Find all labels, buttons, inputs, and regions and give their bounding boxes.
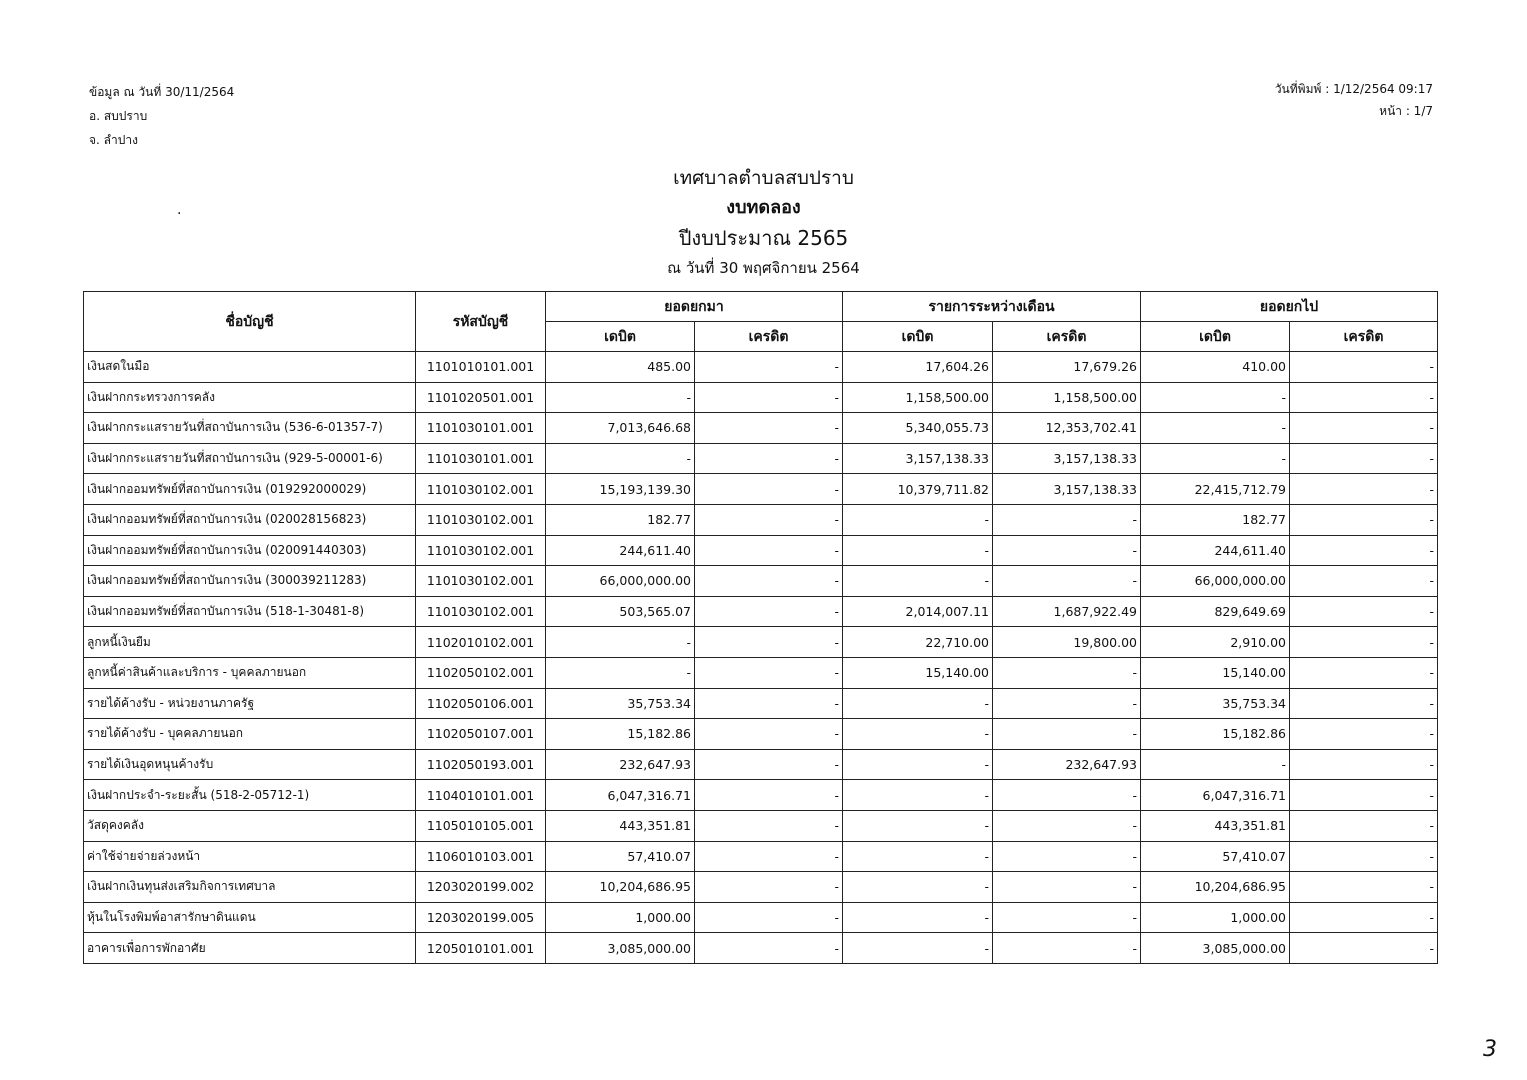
account-name-cell: ค่าใช้จ่ายจ่ายล่วงหน้า bbox=[84, 841, 416, 872]
table-row bbox=[84, 413, 1438, 444]
table-row bbox=[84, 780, 1438, 811]
table-row bbox=[84, 841, 1438, 872]
month-debit-cell: - bbox=[843, 933, 993, 964]
month-debit-cell: - bbox=[843, 688, 993, 719]
carried-forward-credit-cell: - bbox=[1290, 688, 1438, 719]
brought-forward-credit-cell: - bbox=[695, 443, 843, 474]
brought-forward-credit-cell: - bbox=[695, 719, 843, 750]
header-carried-forward: ยอดยกไป bbox=[1141, 292, 1438, 322]
carried-forward-debit-cell: 829,649.69 bbox=[1141, 596, 1290, 627]
month-credit-cell: - bbox=[993, 902, 1141, 933]
brought-forward-credit-cell: - bbox=[695, 902, 843, 933]
carried-forward-credit-cell: - bbox=[1290, 810, 1438, 841]
account-code-cell: 1203020199.002 bbox=[416, 872, 546, 903]
carried-forward-debit-cell: 443,351.81 bbox=[1141, 810, 1290, 841]
brought-forward-debit-cell: 232,647.93 bbox=[546, 749, 695, 780]
month-credit-cell: - bbox=[993, 841, 1141, 872]
month-debit-cell: 17,604.26 bbox=[843, 352, 993, 383]
handwritten-page-mark: 3 bbox=[1483, 1037, 1497, 1062]
account-name-cell: เงินฝากออมทรัพย์ที่สถาบันการเงิน (019292000029) bbox=[84, 474, 416, 505]
fiscal-year: ปีงบประมาณ 2565 bbox=[678, 226, 849, 250]
brought-forward-credit-cell: - bbox=[695, 413, 843, 444]
table-row bbox=[84, 933, 1438, 964]
account-name-cell: เงินฝากออมทรัพย์ที่สถาบันการเงิน (518-1-30481-8) bbox=[84, 596, 416, 627]
table-row bbox=[84, 657, 1438, 688]
month-debit-cell: - bbox=[843, 749, 993, 780]
carried-forward-debit-cell: 182.77 bbox=[1141, 504, 1290, 535]
account-code-cell: 1104010101.001 bbox=[416, 780, 546, 811]
table-row bbox=[84, 443, 1438, 474]
brought-forward-credit-cell: - bbox=[695, 352, 843, 383]
brought-forward-debit-cell: 6,047,316.71 bbox=[546, 780, 695, 811]
brought-forward-debit-cell: 3,085,000.00 bbox=[546, 933, 695, 964]
month-credit-cell: 3,157,138.33 bbox=[993, 443, 1141, 474]
month-debit-cell: 5,340,055.73 bbox=[843, 413, 993, 444]
account-code-cell: 1101030102.001 bbox=[416, 596, 546, 627]
account-name-cell: เงินฝากออมทรัพย์ที่สถาบันการเงิน (020028156823) bbox=[84, 504, 416, 535]
header-account-name: ชื่อบัญชี bbox=[84, 292, 416, 352]
table-row bbox=[84, 382, 1438, 413]
header-brought-forward: ยอดยกมา bbox=[546, 292, 843, 322]
page-number: หน้า : 1/7 bbox=[1379, 104, 1433, 118]
brought-forward-credit-cell: - bbox=[695, 382, 843, 413]
brought-forward-debit-cell: 244,611.40 bbox=[546, 535, 695, 566]
brought-forward-debit-cell: 57,410.07 bbox=[546, 841, 695, 872]
month-debit-cell: 3,157,138.33 bbox=[843, 443, 993, 474]
month-credit-cell: - bbox=[993, 872, 1141, 903]
brought-forward-credit-cell: - bbox=[695, 810, 843, 841]
month-debit-cell: 15,140.00 bbox=[843, 657, 993, 688]
account-code-cell: 1101030102.001 bbox=[416, 535, 546, 566]
account-name-cell: รายได้ค้างรับ - บุคคลภายนอก bbox=[84, 719, 416, 750]
account-code-cell: 1102050106.001 bbox=[416, 688, 546, 719]
month-debit-cell: - bbox=[843, 566, 993, 597]
carried-forward-credit-cell: - bbox=[1290, 841, 1438, 872]
brought-forward-credit-cell: - bbox=[695, 535, 843, 566]
carried-forward-debit-cell: 244,611.40 bbox=[1141, 535, 1290, 566]
table-row bbox=[84, 810, 1438, 841]
account-code-cell: 1101010101.001 bbox=[416, 352, 546, 383]
table-row bbox=[84, 504, 1438, 535]
carried-forward-debit-cell: - bbox=[1141, 749, 1290, 780]
carried-forward-credit-cell: - bbox=[1290, 413, 1438, 444]
account-code-cell: 1102050193.001 bbox=[416, 749, 546, 780]
account-code-cell: 1101030102.001 bbox=[416, 566, 546, 597]
brought-forward-credit-cell: - bbox=[695, 933, 843, 964]
account-name-cell: รายได้ค้างรับ - หน่วยงานภาครัฐ bbox=[84, 688, 416, 719]
account-code-cell: 1101030101.001 bbox=[416, 413, 546, 444]
month-credit-cell: 1,158,500.00 bbox=[993, 382, 1141, 413]
account-name-cell: เงินสดในมือ bbox=[84, 352, 416, 383]
carried-forward-credit-cell: - bbox=[1290, 627, 1438, 658]
month-debit-cell: - bbox=[843, 902, 993, 933]
brought-forward-credit-cell: - bbox=[695, 657, 843, 688]
month-debit-cell: 22,710.00 bbox=[843, 627, 993, 658]
brought-forward-debit-cell: 1,000.00 bbox=[546, 902, 695, 933]
month-credit-cell: - bbox=[993, 535, 1141, 566]
month-credit-cell: - bbox=[993, 933, 1141, 964]
carried-forward-credit-cell: - bbox=[1290, 719, 1438, 750]
month-credit-cell: 232,647.93 bbox=[993, 749, 1141, 780]
account-code-cell: 1102050102.001 bbox=[416, 657, 546, 688]
carried-forward-debit-cell: - bbox=[1141, 443, 1290, 474]
account-code-cell: 1205010101.001 bbox=[416, 933, 546, 964]
trial-balance-table bbox=[83, 291, 1438, 964]
account-name-cell: ลูกหนี้ค่าสินค้าและบริการ - บุคคลภายนอก bbox=[84, 657, 416, 688]
header-credit: เครดิต bbox=[695, 322, 843, 352]
brought-forward-credit-cell: - bbox=[695, 474, 843, 505]
table-row bbox=[84, 352, 1438, 383]
account-name-cell: ลูกหนี้เงินยืม bbox=[84, 627, 416, 658]
carried-forward-debit-cell: 35,753.34 bbox=[1141, 688, 1290, 719]
account-name-cell: อาคารเพื่อการพักอาศัย bbox=[84, 933, 416, 964]
header-credit: เครดิต bbox=[1290, 322, 1438, 352]
month-credit-cell: - bbox=[993, 810, 1141, 841]
table-row bbox=[84, 749, 1438, 780]
data-date: ข้อมูล ณ วันที่ 30/11/2564 bbox=[89, 85, 235, 99]
table-row bbox=[84, 535, 1438, 566]
brought-forward-debit-cell: - bbox=[546, 443, 695, 474]
carried-forward-credit-cell: - bbox=[1290, 443, 1438, 474]
brought-forward-credit-cell: - bbox=[695, 627, 843, 658]
carried-forward-credit-cell: - bbox=[1290, 933, 1438, 964]
report-titles bbox=[0, 163, 1527, 283]
month-credit-cell: 12,353,702.41 bbox=[993, 413, 1141, 444]
as-of-date: ณ วันที่ 30 พฤศจิกายน 2564 bbox=[667, 259, 860, 277]
brought-forward-credit-cell: - bbox=[695, 566, 843, 597]
month-credit-cell: - bbox=[993, 688, 1141, 719]
brought-forward-debit-cell: 485.00 bbox=[546, 352, 695, 383]
month-debit-cell: - bbox=[843, 504, 993, 535]
report-title: งบทดลอง bbox=[726, 197, 801, 218]
carried-forward-debit-cell: - bbox=[1141, 413, 1290, 444]
account-name-cell: วัสดุคงคลัง bbox=[84, 810, 416, 841]
carried-forward-credit-cell: - bbox=[1290, 352, 1438, 383]
brought-forward-credit-cell: - bbox=[695, 780, 843, 811]
brought-forward-credit-cell: - bbox=[695, 504, 843, 535]
account-name-cell: เงินฝากกระแสรายวันที่สถาบันการเงิน (536-6-01357-7) bbox=[84, 413, 416, 444]
carried-forward-debit-cell: 1,000.00 bbox=[1141, 902, 1290, 933]
account-name-cell: เงินฝากประจำ-ระยะสั้น (518-2-05712-1) bbox=[84, 780, 416, 811]
brought-forward-debit-cell: 15,182.86 bbox=[546, 719, 695, 750]
account-code-cell: 1101030102.001 bbox=[416, 474, 546, 505]
carried-forward-debit-cell: 6,047,316.71 bbox=[1141, 780, 1290, 811]
brought-forward-debit-cell: 35,753.34 bbox=[546, 688, 695, 719]
header-account-code: รหัสบัญชี bbox=[416, 292, 546, 352]
brought-forward-credit-cell: - bbox=[695, 872, 843, 903]
table-row bbox=[84, 474, 1438, 505]
table-row bbox=[84, 627, 1438, 658]
table-row bbox=[84, 566, 1438, 597]
table-row bbox=[84, 902, 1438, 933]
header-credit: เครดิต bbox=[993, 322, 1141, 352]
month-credit-cell: 3,157,138.33 bbox=[993, 474, 1141, 505]
carried-forward-debit-cell: 410.00 bbox=[1141, 352, 1290, 383]
account-code-cell: 1102050107.001 bbox=[416, 719, 546, 750]
account-code-cell: 1203020199.005 bbox=[416, 902, 546, 933]
carried-forward-credit-cell: - bbox=[1290, 902, 1438, 933]
carried-forward-credit-cell: - bbox=[1290, 780, 1438, 811]
account-name-cell: รายได้เงินอุดหนุนค้างรับ bbox=[84, 749, 416, 780]
brought-forward-credit-cell: - bbox=[695, 841, 843, 872]
brought-forward-debit-cell: 182.77 bbox=[546, 504, 695, 535]
brought-forward-debit-cell: 66,000,000.00 bbox=[546, 566, 695, 597]
month-credit-cell: - bbox=[993, 566, 1141, 597]
carried-forward-credit-cell: - bbox=[1290, 566, 1438, 597]
carried-forward-debit-cell: 2,910.00 bbox=[1141, 627, 1290, 658]
month-debit-cell: - bbox=[843, 535, 993, 566]
account-code-cell: 1102010102.001 bbox=[416, 627, 546, 658]
month-debit-cell: 1,158,500.00 bbox=[843, 382, 993, 413]
account-code-cell: 1101030101.001 bbox=[416, 443, 546, 474]
brought-forward-debit-cell: 7,013,646.68 bbox=[546, 413, 695, 444]
table-row bbox=[84, 872, 1438, 903]
month-debit-cell: 2,014,007.11 bbox=[843, 596, 993, 627]
account-name-cell: เงินฝากออมทรัพย์ที่สถาบันการเงิน (020091440303) bbox=[84, 535, 416, 566]
month-debit-cell: - bbox=[843, 841, 993, 872]
carried-forward-credit-cell: - bbox=[1290, 474, 1438, 505]
month-debit-cell: - bbox=[843, 780, 993, 811]
month-debit-cell: - bbox=[843, 872, 993, 903]
month-credit-cell: 19,800.00 bbox=[993, 627, 1141, 658]
brought-forward-debit-cell: - bbox=[546, 627, 695, 658]
month-credit-cell: - bbox=[993, 719, 1141, 750]
carried-forward-credit-cell: - bbox=[1290, 382, 1438, 413]
carried-forward-credit-cell: - bbox=[1290, 657, 1438, 688]
table-row bbox=[84, 596, 1438, 627]
carried-forward-credit-cell: - bbox=[1290, 535, 1438, 566]
header-debit: เดบิต bbox=[1141, 322, 1290, 352]
carried-forward-debit-cell: 57,410.07 bbox=[1141, 841, 1290, 872]
carried-forward-credit-cell: - bbox=[1290, 504, 1438, 535]
brought-forward-credit-cell: - bbox=[695, 688, 843, 719]
month-debit-cell: 10,379,711.82 bbox=[843, 474, 993, 505]
month-credit-cell: 17,679.26 bbox=[993, 352, 1141, 383]
header-debit: เดบิต bbox=[843, 322, 993, 352]
month-credit-cell: - bbox=[993, 780, 1141, 811]
organization-title: เทศบาลตำบลสบปราบ bbox=[673, 167, 854, 189]
account-code-cell: 1106010103.001 bbox=[416, 841, 546, 872]
header-during-month: รายการระหว่างเดือน bbox=[843, 292, 1141, 322]
province: จ. ลำปาง bbox=[89, 133, 138, 147]
account-code-cell: 1101030102.001 bbox=[416, 504, 546, 535]
table-body bbox=[84, 352, 1438, 964]
month-debit-cell: - bbox=[843, 719, 993, 750]
carried-forward-debit-cell: 15,182.86 bbox=[1141, 719, 1290, 750]
carried-forward-debit-cell: 22,415,712.79 bbox=[1141, 474, 1290, 505]
report-meta-left bbox=[89, 80, 234, 152]
brought-forward-debit-cell: - bbox=[546, 657, 695, 688]
table-row bbox=[84, 688, 1438, 719]
brought-forward-debit-cell: 15,193,139.30 bbox=[546, 474, 695, 505]
month-credit-cell: 1,687,922.49 bbox=[993, 596, 1141, 627]
carried-forward-debit-cell: 66,000,000.00 bbox=[1141, 566, 1290, 597]
account-code-cell: 1105010105.001 bbox=[416, 810, 546, 841]
brought-forward-debit-cell: 10,204,686.95 bbox=[546, 872, 695, 903]
carried-forward-debit-cell: 10,204,686.95 bbox=[1141, 872, 1290, 903]
brought-forward-debit-cell: - bbox=[546, 382, 695, 413]
carried-forward-credit-cell: - bbox=[1290, 872, 1438, 903]
month-debit-cell: - bbox=[843, 810, 993, 841]
district: อ. สบปราบ bbox=[89, 109, 148, 123]
account-name-cell: เงินฝากกระแสรายวันที่สถาบันการเงิน (929-5-00001-6) bbox=[84, 443, 416, 474]
brought-forward-credit-cell: - bbox=[695, 749, 843, 780]
account-name-cell: หุ้นในโรงพิมพ์อาสารักษาดินแดน bbox=[84, 902, 416, 933]
carried-forward-credit-cell: - bbox=[1290, 749, 1438, 780]
account-code-cell: 1101020501.001 bbox=[416, 382, 546, 413]
carried-forward-debit-cell: - bbox=[1141, 382, 1290, 413]
month-credit-cell: - bbox=[993, 657, 1141, 688]
brought-forward-debit-cell: 443,351.81 bbox=[546, 810, 695, 841]
report-meta-right bbox=[1275, 78, 1433, 122]
carried-forward-credit-cell: - bbox=[1290, 596, 1438, 627]
stray-dot-mark: · bbox=[177, 206, 182, 222]
account-name-cell: เงินฝากออมทรัพย์ที่สถาบันการเงิน (300039211283) bbox=[84, 566, 416, 597]
brought-forward-credit-cell: - bbox=[695, 596, 843, 627]
month-credit-cell: - bbox=[993, 504, 1141, 535]
table-row bbox=[84, 719, 1438, 750]
header-debit: เดบิต bbox=[546, 322, 695, 352]
print-date: วันที่พิมพ์ : 1/12/2564 09:17 bbox=[1274, 82, 1433, 96]
carried-forward-debit-cell: 15,140.00 bbox=[1141, 657, 1290, 688]
brought-forward-debit-cell: 503,565.07 bbox=[546, 596, 695, 627]
header-row-groups bbox=[84, 292, 1438, 322]
account-name-cell: เงินฝากกระทรวงการคลัง bbox=[84, 382, 416, 413]
carried-forward-debit-cell: 3,085,000.00 bbox=[1141, 933, 1290, 964]
account-name-cell: เงินฝากเงินทุนส่งเสริมกิจการเทศบาล bbox=[84, 872, 416, 903]
